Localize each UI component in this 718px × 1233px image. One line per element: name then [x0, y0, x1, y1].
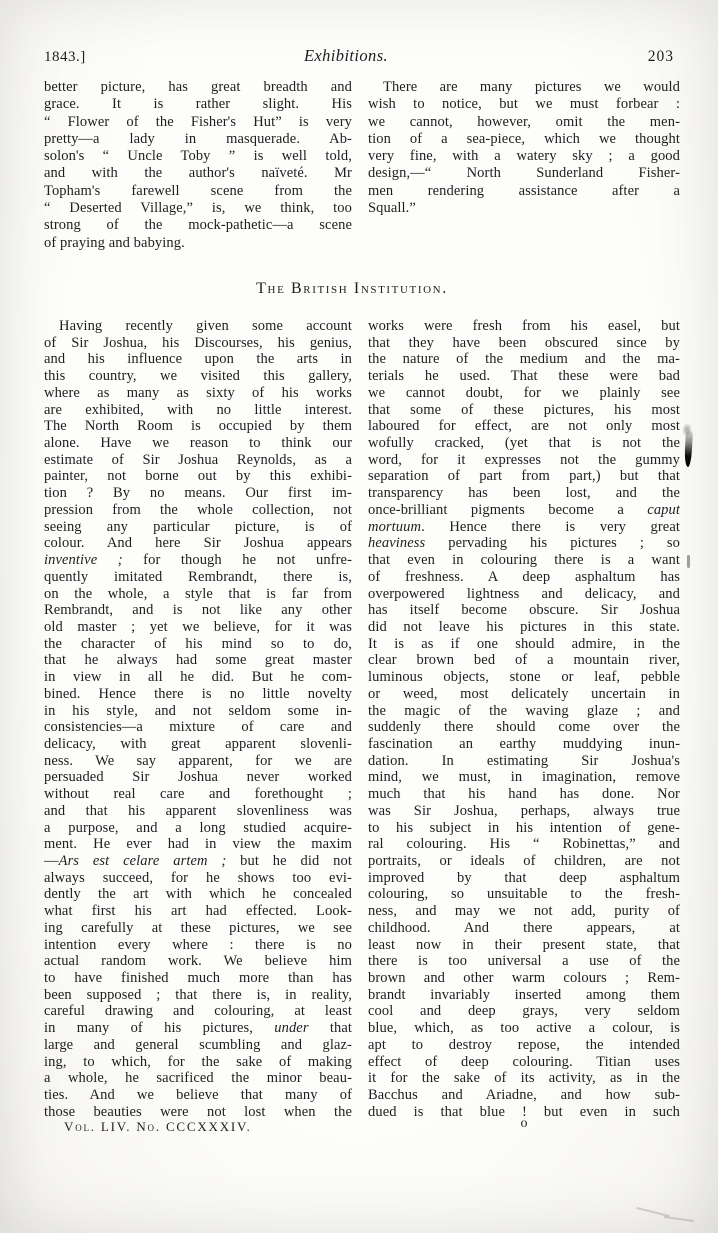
text-line: very fine, with a watery sky ; a good	[368, 148, 680, 165]
text-line: actual random work. We believe him	[44, 953, 352, 970]
text-line: word, for it expresses not the gummy	[368, 451, 680, 468]
text-line: Rembrandt, and is not like any other	[44, 602, 352, 619]
text-line: persuaded Sir Joshua never worked	[44, 769, 352, 786]
ink-blot-artifact	[684, 431, 693, 467]
text-line: ral colouring. His “ Robinettas,” and	[368, 836, 680, 853]
text-line: old master ; yet we believe, for it was	[44, 618, 352, 635]
text-line: been supposed ; that there is, in reality,	[44, 986, 352, 1003]
text-line: delicacy, with great apparent slovenli-	[44, 735, 352, 752]
text-line: brown and other warm colours ; Rem-	[368, 970, 680, 987]
volume-imprint: Vol. LIV. No. CCCXXXIV.	[64, 1119, 252, 1134]
header-page-number: 203	[647, 48, 674, 65]
text-line: to his subject in his intention of gene-	[368, 819, 680, 836]
text-line: and with the author's naïveté. Mr	[44, 165, 352, 182]
text-line: apt to destroy repose, the intended	[368, 1036, 680, 1053]
header-year: 1843.]	[44, 49, 86, 65]
text-line: a purpose, and a long studied acquire-	[44, 819, 352, 836]
text-line: least now in their present state, that	[368, 936, 680, 953]
text-line: that he always had some great master	[44, 652, 352, 669]
text-line: inventive ; for though he not unfre-	[44, 552, 352, 569]
text-line: “ Flower of the Fisher's Hut” is very	[44, 113, 352, 130]
text-line: are exhibited, with no little interest.	[44, 401, 352, 418]
text-line: on the whole, a style that is far from	[44, 585, 352, 602]
text-line: what first his art had effected. Look-	[44, 903, 352, 920]
text-line: those beauties were not lost when the	[44, 1103, 352, 1120]
text-line: overpowered lightness and delicacy, and	[368, 585, 680, 602]
text-line: blue, which, as too active a colour, is	[368, 1020, 680, 1037]
text-line: alone. Have we reason to think our	[44, 435, 352, 452]
text-line: terials he used. That these were bad	[368, 368, 680, 385]
text-line: works were fresh from his easel, but	[368, 318, 680, 334]
text-line: separation of part from part,) but that	[368, 468, 680, 485]
text-line: was Sir Joshua, perhaps, always true	[368, 802, 680, 819]
text-line: colouring, so unsuitable to the fresh-	[368, 886, 680, 903]
text-line: cool and deep grays, very seldom	[368, 1003, 680, 1020]
text-line: fascination an earthy muddying inun-	[368, 735, 680, 752]
text-line: ties. And we believe that many of	[44, 1087, 352, 1104]
text-line: that even in colouring there is a want	[368, 552, 680, 569]
text-line: in many of his pictures, under that	[44, 1020, 352, 1037]
text-line: that some of these pictures, his most	[368, 401, 680, 418]
text-line: The North Room is occupied by them	[44, 418, 352, 435]
text-line: once-brilliant pigments become a caput	[368, 501, 680, 518]
text-line: always succeed, for he shows too evi-	[44, 869, 352, 886]
text-line: Having recently given some account	[59, 318, 352, 334]
text-line: wofully cracked, (yet that is not the	[368, 435, 680, 452]
text-line: wish to notice, but we must forbear :	[368, 96, 680, 113]
text-line: Topham's farewell scene from the	[44, 182, 352, 199]
text-line: grace. It is rather slight. His	[44, 96, 352, 113]
text-line: and his influence upon the arts in	[44, 351, 352, 368]
text-line: laboured for effect, are not only most	[368, 418, 680, 435]
text-line: the magic of the waving glaze ; and	[368, 702, 680, 719]
text-line: There are many pictures we would	[383, 79, 680, 95]
text-line: we cannot doubt, for we plainly see	[368, 384, 680, 401]
text-line: dued is that blue ! but even in such	[368, 1103, 680, 1120]
text-line: and that his apparent slovenliness was	[44, 802, 352, 819]
text-line: colour. And here Sir Joshua appears	[44, 535, 352, 552]
text-line: Bacchus and Ariadne, and how sub-	[368, 1087, 680, 1104]
text-line: dation. In estimating Sir Joshua's	[368, 752, 680, 769]
text-line: It is as if one should admire, in the	[368, 635, 680, 652]
text-line: did not leave his pictures in this state.	[368, 618, 680, 635]
text-line: quently imitated Rembrandt, there is,	[44, 568, 352, 585]
text-line: mind, we must, in imagination, remove	[368, 769, 680, 786]
text-line: ing, to which, for the sake of making	[44, 1053, 352, 1070]
text-line: the character of his mind so to do,	[44, 635, 352, 652]
text-line: a whole, he sacrificed the minor beau-	[44, 1070, 352, 1087]
text-line: Squall.”	[368, 200, 416, 217]
text-line: effect of deep colouring. Titian uses	[368, 1053, 680, 1070]
text-line: the nature of the medium and the ma-	[368, 351, 680, 368]
scan-scratch-artifact	[664, 1216, 694, 1222]
text-line: tion of a sea-piece, which we thought	[368, 130, 680, 147]
text-line: that they have been obscured since by	[368, 334, 680, 351]
text-line: transparency has been lost, and the	[368, 485, 680, 502]
text-line: heaviness pervading his pictures ; so	[368, 535, 680, 552]
intro-left-column	[44, 79, 352, 252]
text-line: of praying and babying.	[44, 234, 185, 251]
page-header	[44, 46, 674, 68]
text-line: we cannot, however, omit the men-	[368, 113, 680, 130]
text-line: solon's “ Uncle Toby ” is well told,	[44, 148, 352, 165]
text-line: design,—“ North Sunderland Fisher-	[368, 165, 680, 182]
text-line: ness, and may we not add, purity of	[368, 903, 680, 920]
text-line: —Ars est celare artem ; but he did not	[44, 853, 352, 869]
intro-right-column	[368, 79, 680, 217]
text-line: dently the art with which he concealed	[44, 886, 352, 903]
text-line: ing carefully at these pictures, we see	[44, 919, 352, 936]
text-line: of freshness. A deep asphaltum has	[368, 568, 680, 585]
text-line: painter, not borne out by this exhibi-	[44, 468, 352, 485]
text-line: better picture, has great breadth and	[44, 79, 352, 95]
text-line: brandt invariably inserted among them	[368, 986, 680, 1003]
text-line: seeing any particular picture, is of	[44, 518, 352, 535]
text-line: large and general scumbling and glaz-	[44, 1036, 352, 1053]
text-line: luminous objects, stone or leaf, pebble	[368, 669, 680, 686]
text-line: it for the sake of its activity, as in the	[368, 1070, 680, 1087]
text-line: strong of the mock-pathetic—a scene	[44, 217, 352, 234]
text-line: mortuum. Hence there is very great	[368, 518, 680, 535]
text-line: improved by that deep asphaltum	[368, 869, 680, 886]
text-line: intention every where : there is no	[44, 936, 352, 953]
text-line: clear brown bed of a mountain river,	[368, 652, 680, 669]
text-line: tion ? By no means. Our first im-	[44, 485, 352, 502]
text-line: pression from the whole collection, not	[44, 501, 352, 518]
text-line: estimate of Sir Joshua Reynolds, as a	[44, 451, 352, 468]
text-line: ment. He ever had in view the maxim	[44, 836, 352, 853]
printers-signature-mark: o	[520, 1116, 528, 1131]
text-line: “ Deserted Village,” is, we think, too	[44, 200, 352, 217]
text-line: without real care and forethought ;	[44, 786, 352, 803]
text-line: or weed, most delicately uncertain in	[368, 685, 680, 702]
text-line: in view in all he did. But he com-	[44, 669, 352, 686]
text-line: there is too universal a use of the	[368, 953, 680, 970]
ink-dash-artifact	[687, 555, 690, 568]
text-line: careful drawing and colouring, at least	[44, 1003, 352, 1020]
text-line: ness. We say apparent, for we are	[44, 752, 352, 769]
text-line: consistencies—a mixture of care and	[44, 719, 352, 736]
text-line: bined. Hence there is no little novelty	[44, 685, 352, 702]
text-line: in his style, and not seldom some in-	[44, 702, 352, 719]
section-heading: The British Institution.	[256, 280, 448, 297]
text-line: has itself become obscure. Sir Joshua	[368, 602, 680, 619]
text-line: much that his hand has done. Nor	[368, 786, 680, 803]
text-line: of Sir Joshua, his Discourses, his genius,	[44, 334, 352, 351]
text-line: where as many as sixty of his works	[44, 384, 352, 401]
text-line: pretty—a lady in masquerade. Ab-	[44, 130, 352, 147]
text-line: suddenly there should come over the	[368, 719, 680, 736]
text-line: men rendering assistance after a	[368, 182, 680, 199]
text-line: portraits, or ideals of children, are not	[368, 853, 680, 869]
article-left-column	[44, 318, 352, 1121]
text-line: to have finished much more than has	[44, 970, 352, 987]
header-running-title: Exhibitions.	[303, 46, 389, 65]
text-line: this country, we visited this gallery,	[44, 368, 352, 385]
text-line: childhood. And there appears, at	[368, 919, 680, 936]
article-right-column	[368, 318, 680, 1121]
